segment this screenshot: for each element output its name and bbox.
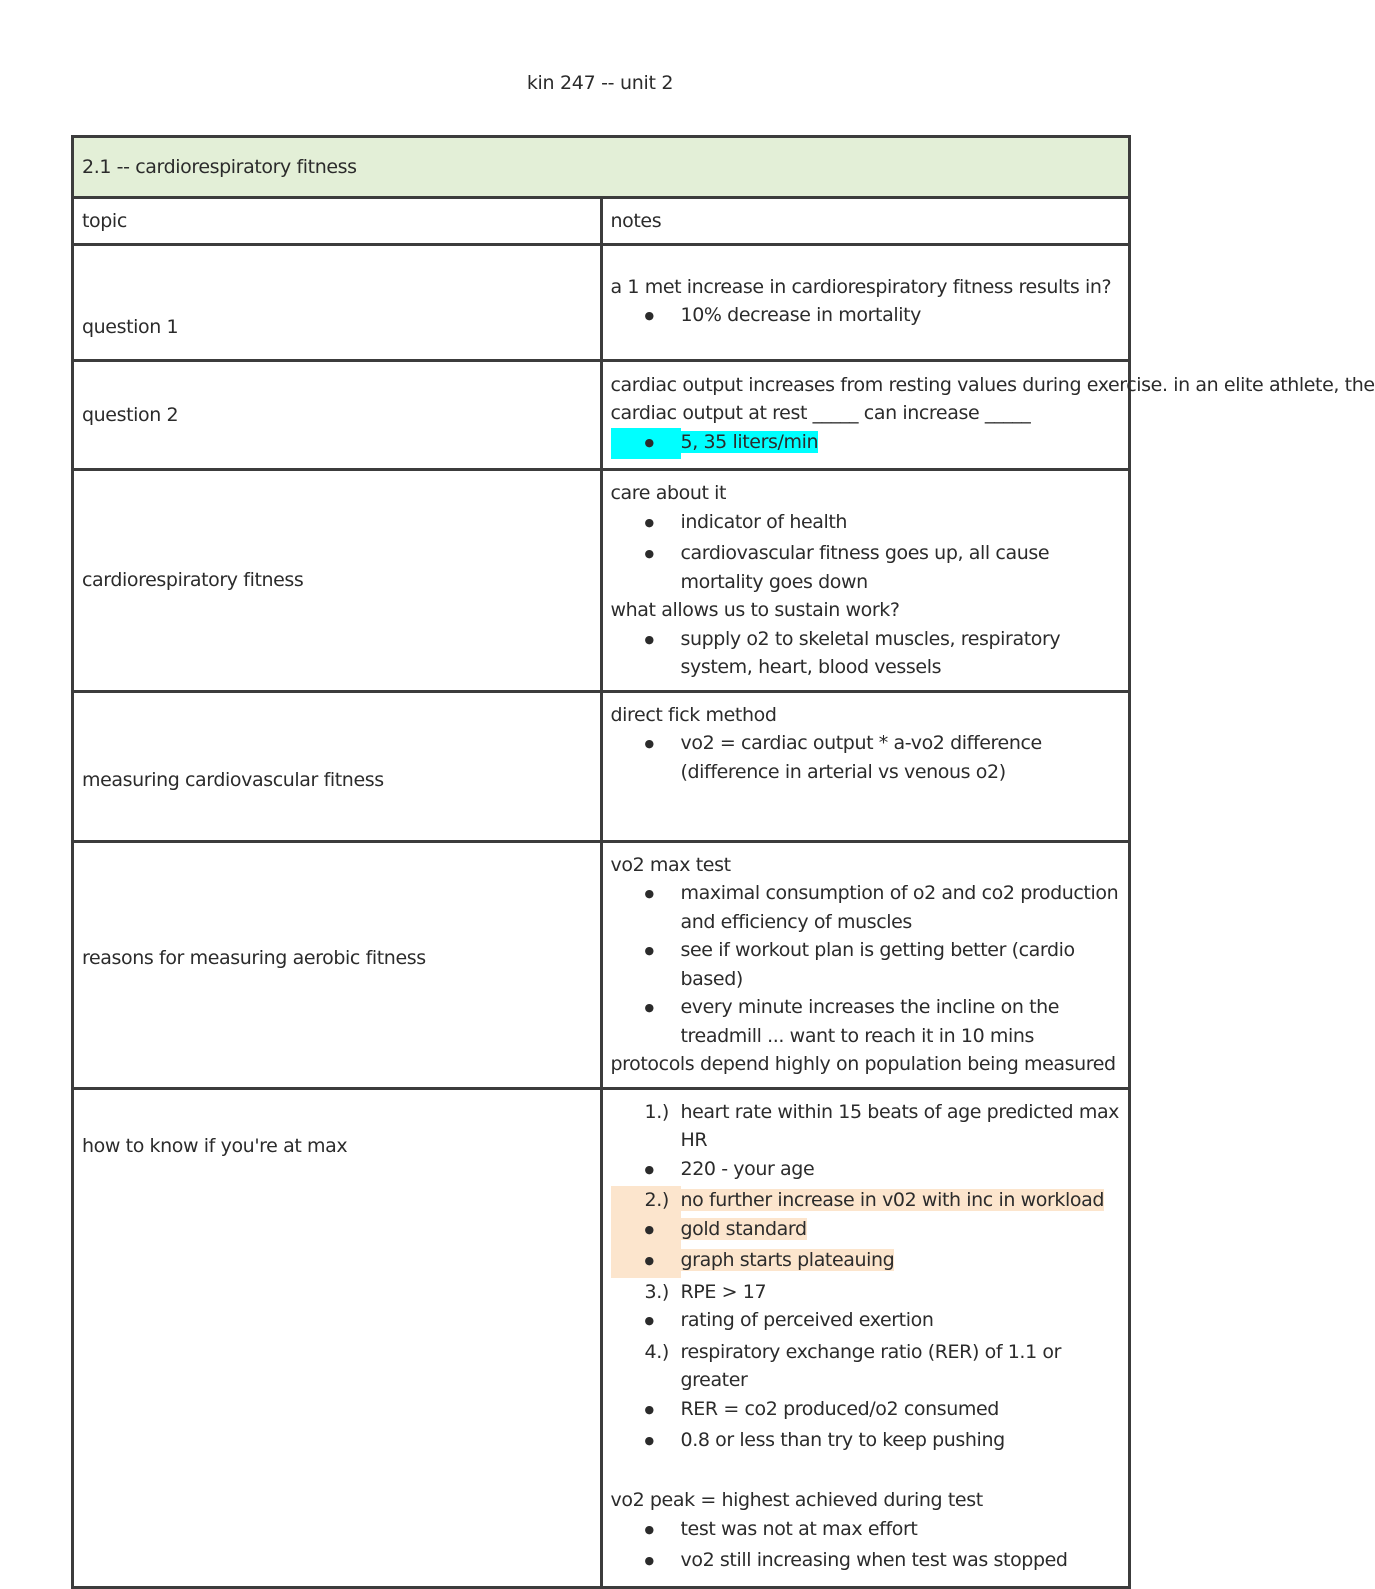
list-item: [611, 879, 1121, 936]
list-item: [611, 1306, 1121, 1338]
list-item-text: maximal consumption of o2 and co2 production and efficiency of muscles: [680, 882, 1119, 933]
note-line: what allows us to sustain work?: [610, 599, 900, 621]
table-row: [73, 1088, 1130, 1587]
list-item: [611, 1515, 1121, 1547]
list-item-text: vo2 = cardiac output * a-vo2 difference (difference in arterial vs venous o2): [680, 732, 1042, 783]
list-item: [611, 625, 1121, 682]
list-item: [611, 993, 1121, 1050]
number-marker: 1.): [644, 1100, 669, 1123]
list-item-text: see if workout plan is getting better (cardio based): [680, 939, 1075, 990]
list-item-text: test was not at max effort: [680, 1517, 918, 1540]
list-item-text: every minute increases the incline on the treadmill ... want to reach it in 10 mins: [680, 996, 1060, 1047]
list-item-text: 220 - your age: [680, 1157, 815, 1180]
row-notes: [601, 1088, 1130, 1587]
number-marker: 4.): [644, 1340, 669, 1363]
page-header: kin 247 -- unit 2: [526, 72, 674, 94]
list-item: [611, 508, 1121, 540]
row-topic: reasons for measuring aerobic fitness: [73, 841, 602, 1088]
list-item-text: graph starts plateauing: [680, 1249, 895, 1271]
list-item: [611, 428, 1121, 460]
note-line: cardiac output at rest _____ can increase _____: [610, 402, 1031, 425]
bullet-marker: [611, 1306, 681, 1338]
note-line: vo2 max test: [610, 853, 731, 876]
note-line: a 1 met increase in cardiorespiratory fitness results in?: [610, 275, 1112, 298]
list-item-text: heart rate within 15 beats of age predicted max HR: [680, 1100, 1120, 1151]
bullet-marker: [611, 1395, 681, 1427]
number-marker: 3.): [644, 1280, 669, 1303]
list-item: [611, 1426, 1121, 1458]
list-item: [611, 1546, 1121, 1578]
bullet-marker: [611, 993, 681, 1050]
table-row: [73, 361, 1130, 470]
list-item: [611, 539, 1121, 596]
list-item-text: 5, 35 liters/min: [680, 430, 819, 453]
list-item: [611, 1215, 1121, 1247]
table-row: [73, 691, 1130, 841]
bullet-marker: [611, 729, 681, 786]
list-item-text: gold standard: [680, 1217, 807, 1240]
bullet-marker: [611, 539, 681, 596]
list-item-text: respiratory exchange ratio (RER) of 1.1 or greater: [680, 1340, 1062, 1391]
table-row: [73, 245, 1130, 361]
table-row: [73, 470, 1130, 692]
list-item: [611, 1338, 1121, 1395]
list-item: [611, 1278, 1121, 1307]
bullet-marker: [611, 1155, 681, 1187]
row-notes: [601, 361, 1375, 470]
note-line: vo2 peak = highest achieved during test: [610, 1489, 983, 1511]
row-topic: how to know if you're at max: [73, 1088, 602, 1587]
row-notes: [601, 841, 1130, 1088]
list-item-text: 0.8 or less than try to keep pushing: [680, 1429, 1005, 1451]
list-item-text: supply o2 to skeletal muscles, respiratory system, heart, blood vessels: [680, 627, 1061, 678]
column-header-topic: topic: [73, 198, 602, 245]
row-notes: [601, 691, 1130, 841]
notes-table: [71, 135, 1375, 1589]
note-line: direct fick method: [610, 703, 777, 726]
row-notes: [601, 245, 1130, 361]
blank-line: [611, 1458, 1121, 1487]
bullet-marker: [611, 1515, 681, 1547]
list-item-text: RER = co2 produced/o2 consumed: [680, 1397, 999, 1420]
bullet-marker: [611, 936, 681, 993]
note-line: care about it: [610, 482, 727, 504]
section-title: 2.1 -- cardiorespiratory fitness: [73, 137, 1130, 198]
list-item-text: no further increase in v02 with inc in workload: [680, 1189, 1105, 1211]
list-item: [611, 1246, 1121, 1278]
bullet-marker: [611, 1215, 681, 1247]
row-topic: measuring cardiovascular fitness: [73, 691, 602, 841]
list-item-text: cardiovascular fitness goes up, all cause mortality goes down: [680, 542, 1050, 593]
list-item-text: indicator of health: [680, 510, 848, 533]
column-header-notes: notes: [601, 198, 1130, 245]
row-topic: question 2: [73, 361, 602, 470]
list-item: [611, 301, 1121, 333]
column-header-row: [73, 198, 1130, 245]
list-item-text: 10% decrease in mortality: [680, 304, 921, 326]
table-row: [73, 841, 1130, 1088]
note-line: protocols depend highly on population being measured: [610, 1053, 1116, 1075]
list-item: [611, 1395, 1121, 1427]
list-item-text: RPE > 17: [680, 1280, 767, 1303]
bullet-marker: [611, 1546, 681, 1578]
bullet-marker: [611, 879, 681, 936]
list-item: [611, 1098, 1121, 1155]
row-notes: [601, 470, 1130, 692]
list-item-text: vo2 still increasing when test was stopped: [680, 1549, 1068, 1571]
bullet-marker: [611, 508, 681, 540]
note-line: cardiac output increases from resting values during exercise. in an elite athlete, the: [610, 373, 1375, 396]
list-item-text: rating of perceived exertion: [680, 1309, 934, 1331]
bullet-marker: [611, 1426, 681, 1458]
bullet-marker: [611, 1246, 681, 1278]
number-marker: 2.): [611, 1186, 681, 1215]
section-title-row: [73, 137, 1130, 198]
bullet-marker: [611, 301, 681, 333]
list-item: [611, 1155, 1121, 1187]
bullet-marker: [611, 428, 681, 460]
bullet-marker: [611, 625, 681, 682]
row-topic: cardiorespiratory fitness: [73, 470, 602, 692]
list-item: [611, 1186, 1121, 1215]
row-topic: question 1: [73, 245, 602, 361]
list-item: [611, 729, 1121, 786]
list-item: [611, 936, 1121, 993]
